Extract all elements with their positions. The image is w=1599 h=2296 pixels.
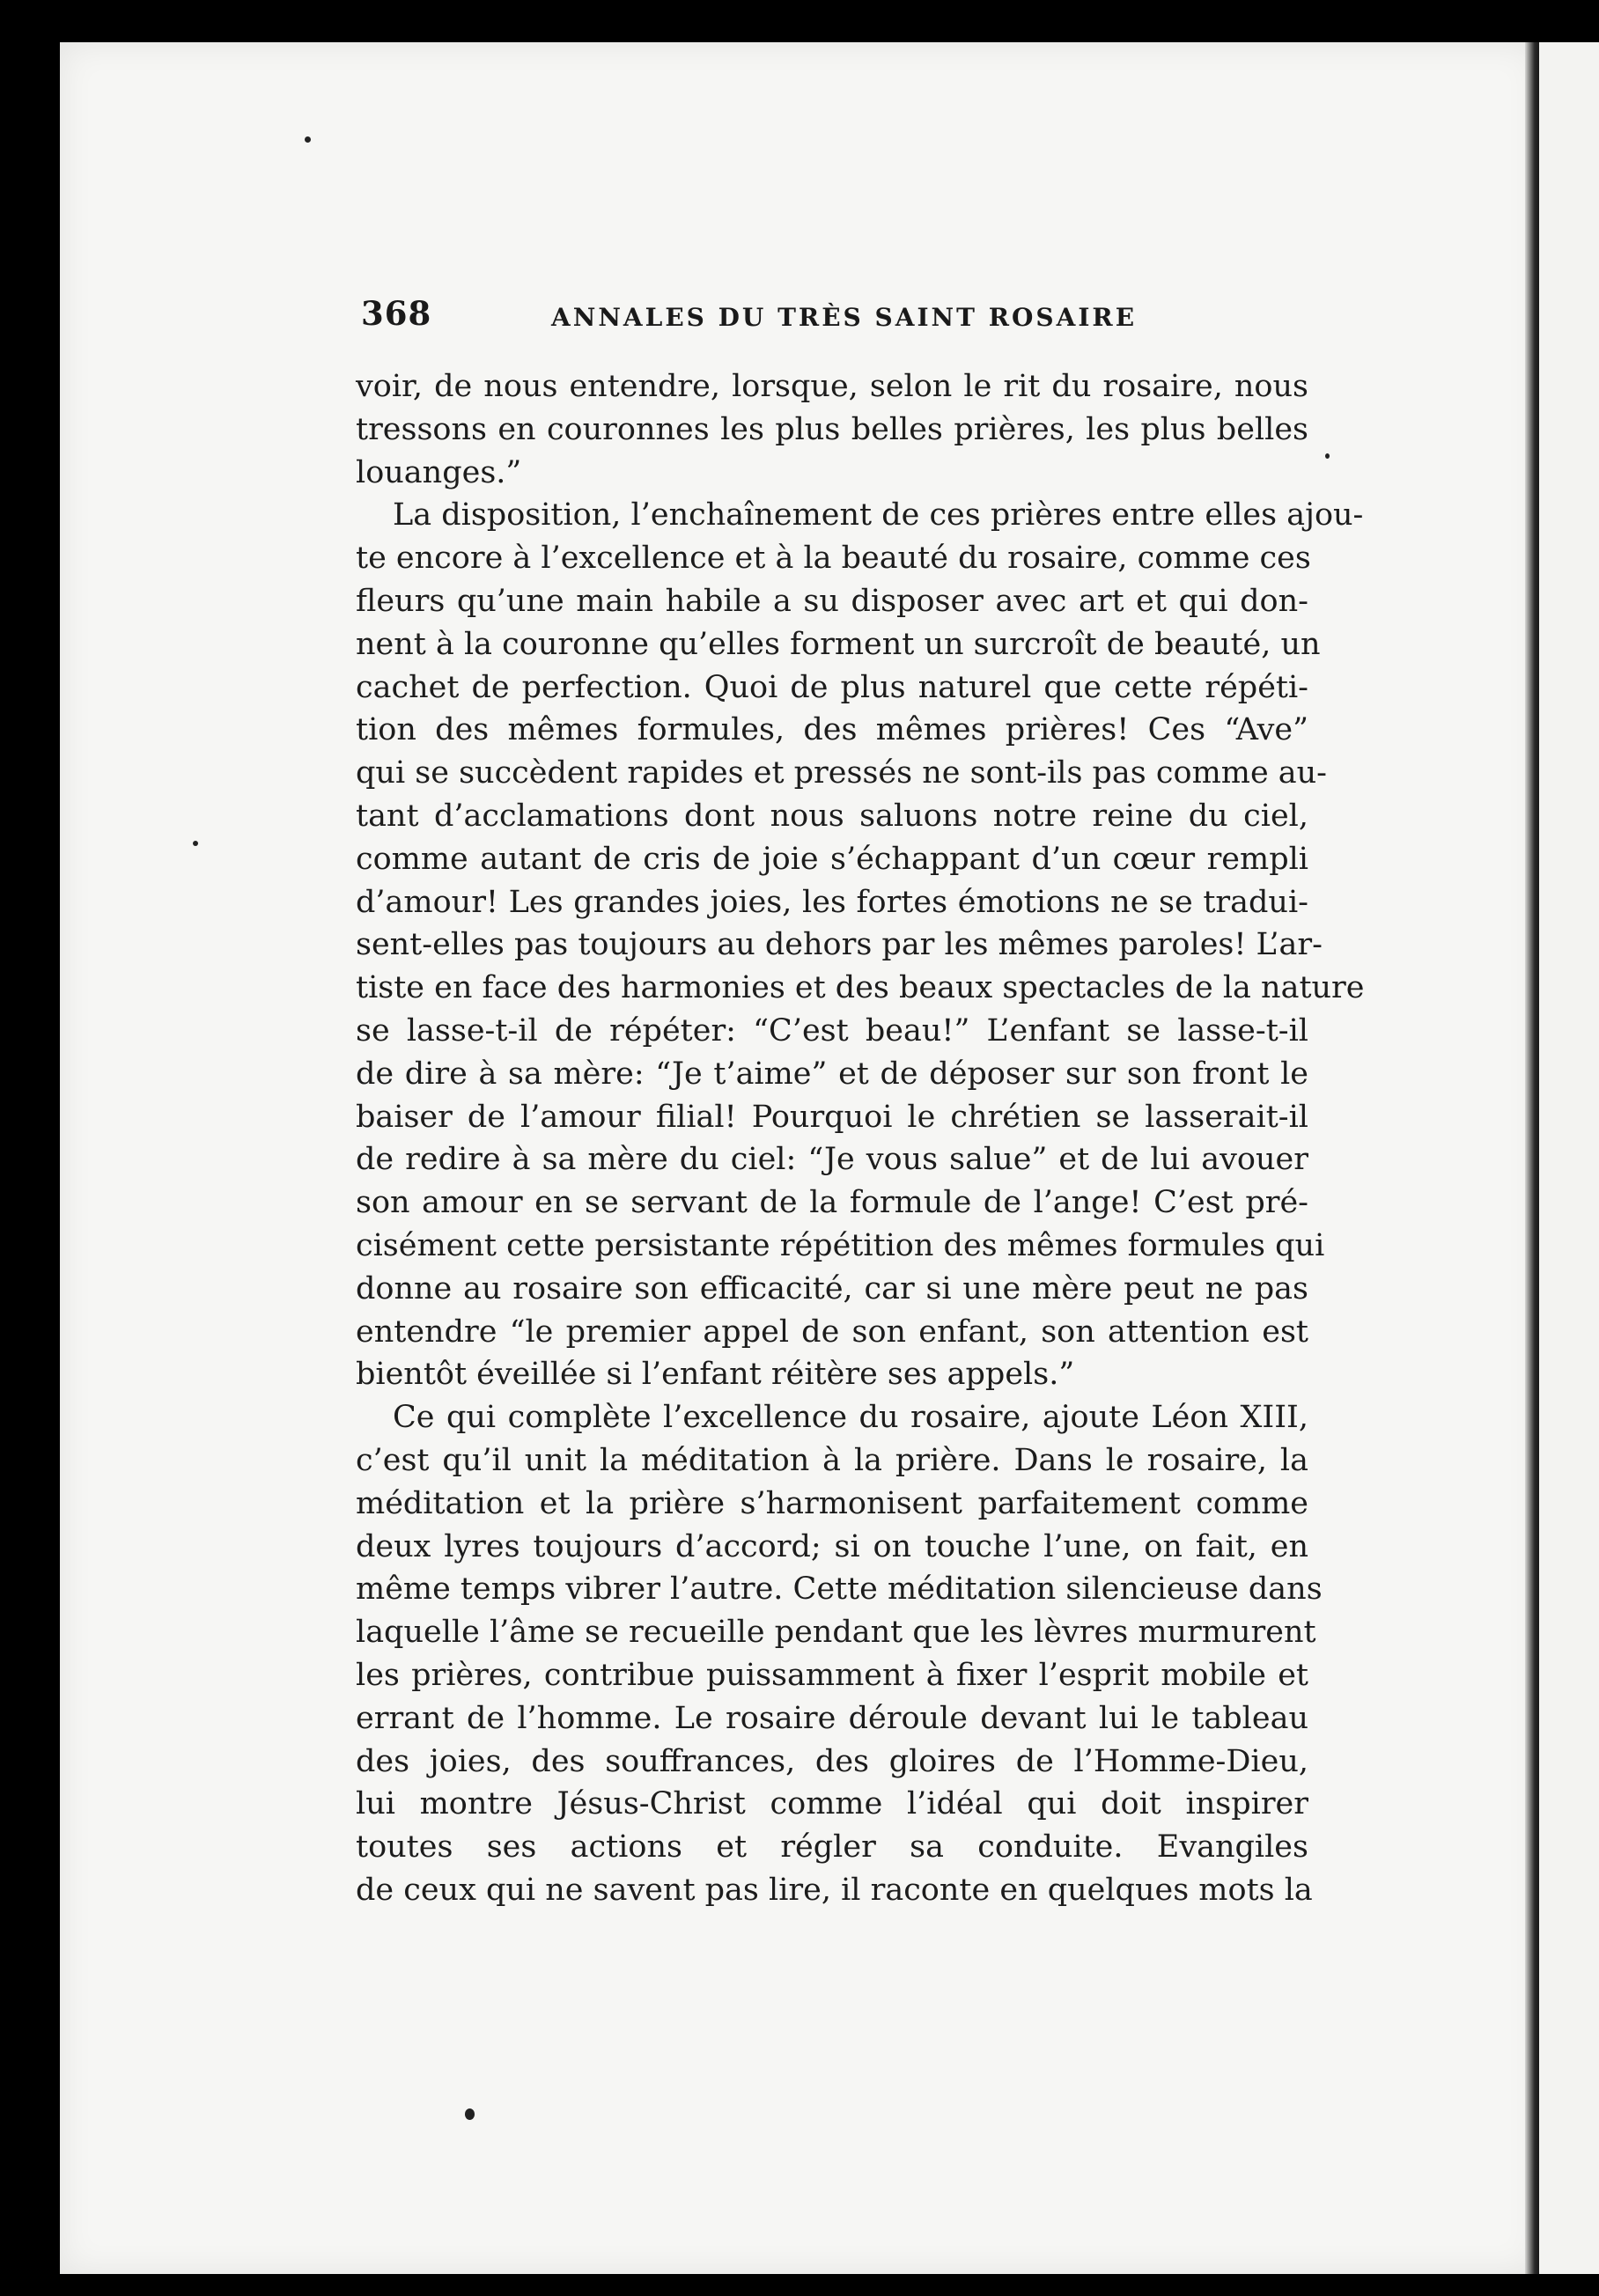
text-line: Ce qui complète l’excellence du rosaire, ajoute Léon XIII, bbox=[393, 1400, 1308, 1436]
text-line: nent à la couronne qu’elles forment un surcroît de beauté, un bbox=[356, 626, 1321, 662]
text-line: de ceux qui ne savent pas lire, il raconte en quelques mots la bbox=[356, 1872, 1313, 1908]
text-line: tressons en couronnes les plus belles prières, les plus belles bbox=[356, 411, 1308, 447]
text-line: entendre “le premier appel de son enfant, son attention est bbox=[356, 1314, 1308, 1350]
text-line: c’est qu’il unit la méditation à la prière. Dans le rosaire, la bbox=[356, 1442, 1308, 1478]
text-line: deux lyres toujours d’accord; si on touche l’une, on fait, en bbox=[356, 1528, 1308, 1564]
text-line: des joies, des souffrances, des gloires de l’Homme-Dieu, bbox=[356, 1743, 1308, 1779]
text-line: cachet de perfection. Quoi de plus naturel que cette répéti- bbox=[356, 669, 1308, 705]
text-line: lui montre Jésus-Christ comme l’idéal qui doit inspirer bbox=[356, 1786, 1308, 1822]
text-line: tion des mêmes formules, des mêmes prières! Ces “Ave” bbox=[356, 712, 1308, 748]
text-line: comme autant de cris de joie s’échappant d’un cœur rempli bbox=[356, 841, 1308, 877]
scan-speck bbox=[193, 841, 198, 846]
page-number: 368 bbox=[361, 294, 432, 333]
scan-speck bbox=[465, 2108, 475, 2120]
text-line: voir, de nous entendre, lorsque, selon le rit du rosaire, nous bbox=[356, 369, 1308, 404]
body-text bbox=[356, 365, 1365, 1912]
paragraph-3 bbox=[356, 1396, 1323, 1912]
running-head bbox=[361, 291, 1153, 343]
paragraph-2 bbox=[356, 494, 1365, 1396]
text-line: te encore à l’excellence et à la beauté du rosaire, comme ces bbox=[356, 541, 1311, 577]
text-line: louanges.” bbox=[356, 454, 522, 490]
text-line: les prières, contribue puissamment à fixer l’esprit mobile et bbox=[356, 1657, 1308, 1693]
text-line: errant de l’homme. Le rosaire déroule devant lui le tableau bbox=[356, 1700, 1308, 1736]
text-line: tiste en face des harmonies et des beaux spectacles de la nature bbox=[356, 970, 1365, 1006]
scan-speck bbox=[1325, 453, 1330, 459]
text-line: tant d’acclamations dont nous saluons notre reine du ciel, bbox=[356, 798, 1308, 834]
text-line: La disposition, l’enchaînement de ces prières entre elles ajou- bbox=[393, 497, 1364, 534]
text-line: de redire à sa mère du ciel: “Je vous salue” et de lui avouer bbox=[356, 1142, 1308, 1178]
text-line: baiser de l’amour filial! Pourquoi le chrétien se lasserait-il bbox=[356, 1099, 1308, 1135]
scan-speck bbox=[305, 136, 311, 143]
text-line: d’amour! Les grandes joies, les fortes émotions ne se tradui- bbox=[356, 884, 1308, 920]
text-line: toutes ses actions et régler sa conduite. Evangiles bbox=[356, 1829, 1308, 1866]
text-line: cisément cette persistante répétition des mêmes formules qui bbox=[356, 1227, 1325, 1263]
adjacent-page-edge bbox=[1539, 42, 1599, 2274]
text-line: sent-elles pas toujours au dehors par les mêmes paroles! L’ar- bbox=[356, 927, 1323, 963]
text-line: bientôt éveillée si l’enfant réitère ses appels.” bbox=[356, 1357, 1075, 1393]
text-line: qui se succèdent rapides et pressés ne sont-ils pas comme au- bbox=[356, 755, 1328, 791]
text-line: se lasse-t-il de répéter: “C’est beau!” L’enfant se lasse-t-il bbox=[356, 1012, 1308, 1049]
text-line: laquelle l’âme se recueille pendant que les lèvres murmurent bbox=[356, 1615, 1316, 1651]
text-line: donne au rosaire son efficacité, car si une mère peut ne pas bbox=[356, 1270, 1308, 1306]
text-line: son amour en se servant de la formule de l’ange! C’est pré- bbox=[356, 1185, 1308, 1221]
text-line: même temps vibrer l’autre. Cette méditation silencieuse dans bbox=[356, 1571, 1323, 1608]
journal-title: ANNALES DU TRÈS SAINT ROSAIRE bbox=[551, 303, 1138, 332]
text-line: fleurs qu’une main habile a su disposer avec art et qui don- bbox=[356, 583, 1308, 619]
text-line: de dire à sa mère: “Je t’aime” et de déposer sur son front le bbox=[356, 1056, 1308, 1092]
text-line: méditation et la prière s’harmonisent parfaitement comme bbox=[356, 1485, 1308, 1521]
paragraph-1 bbox=[356, 365, 1308, 494]
